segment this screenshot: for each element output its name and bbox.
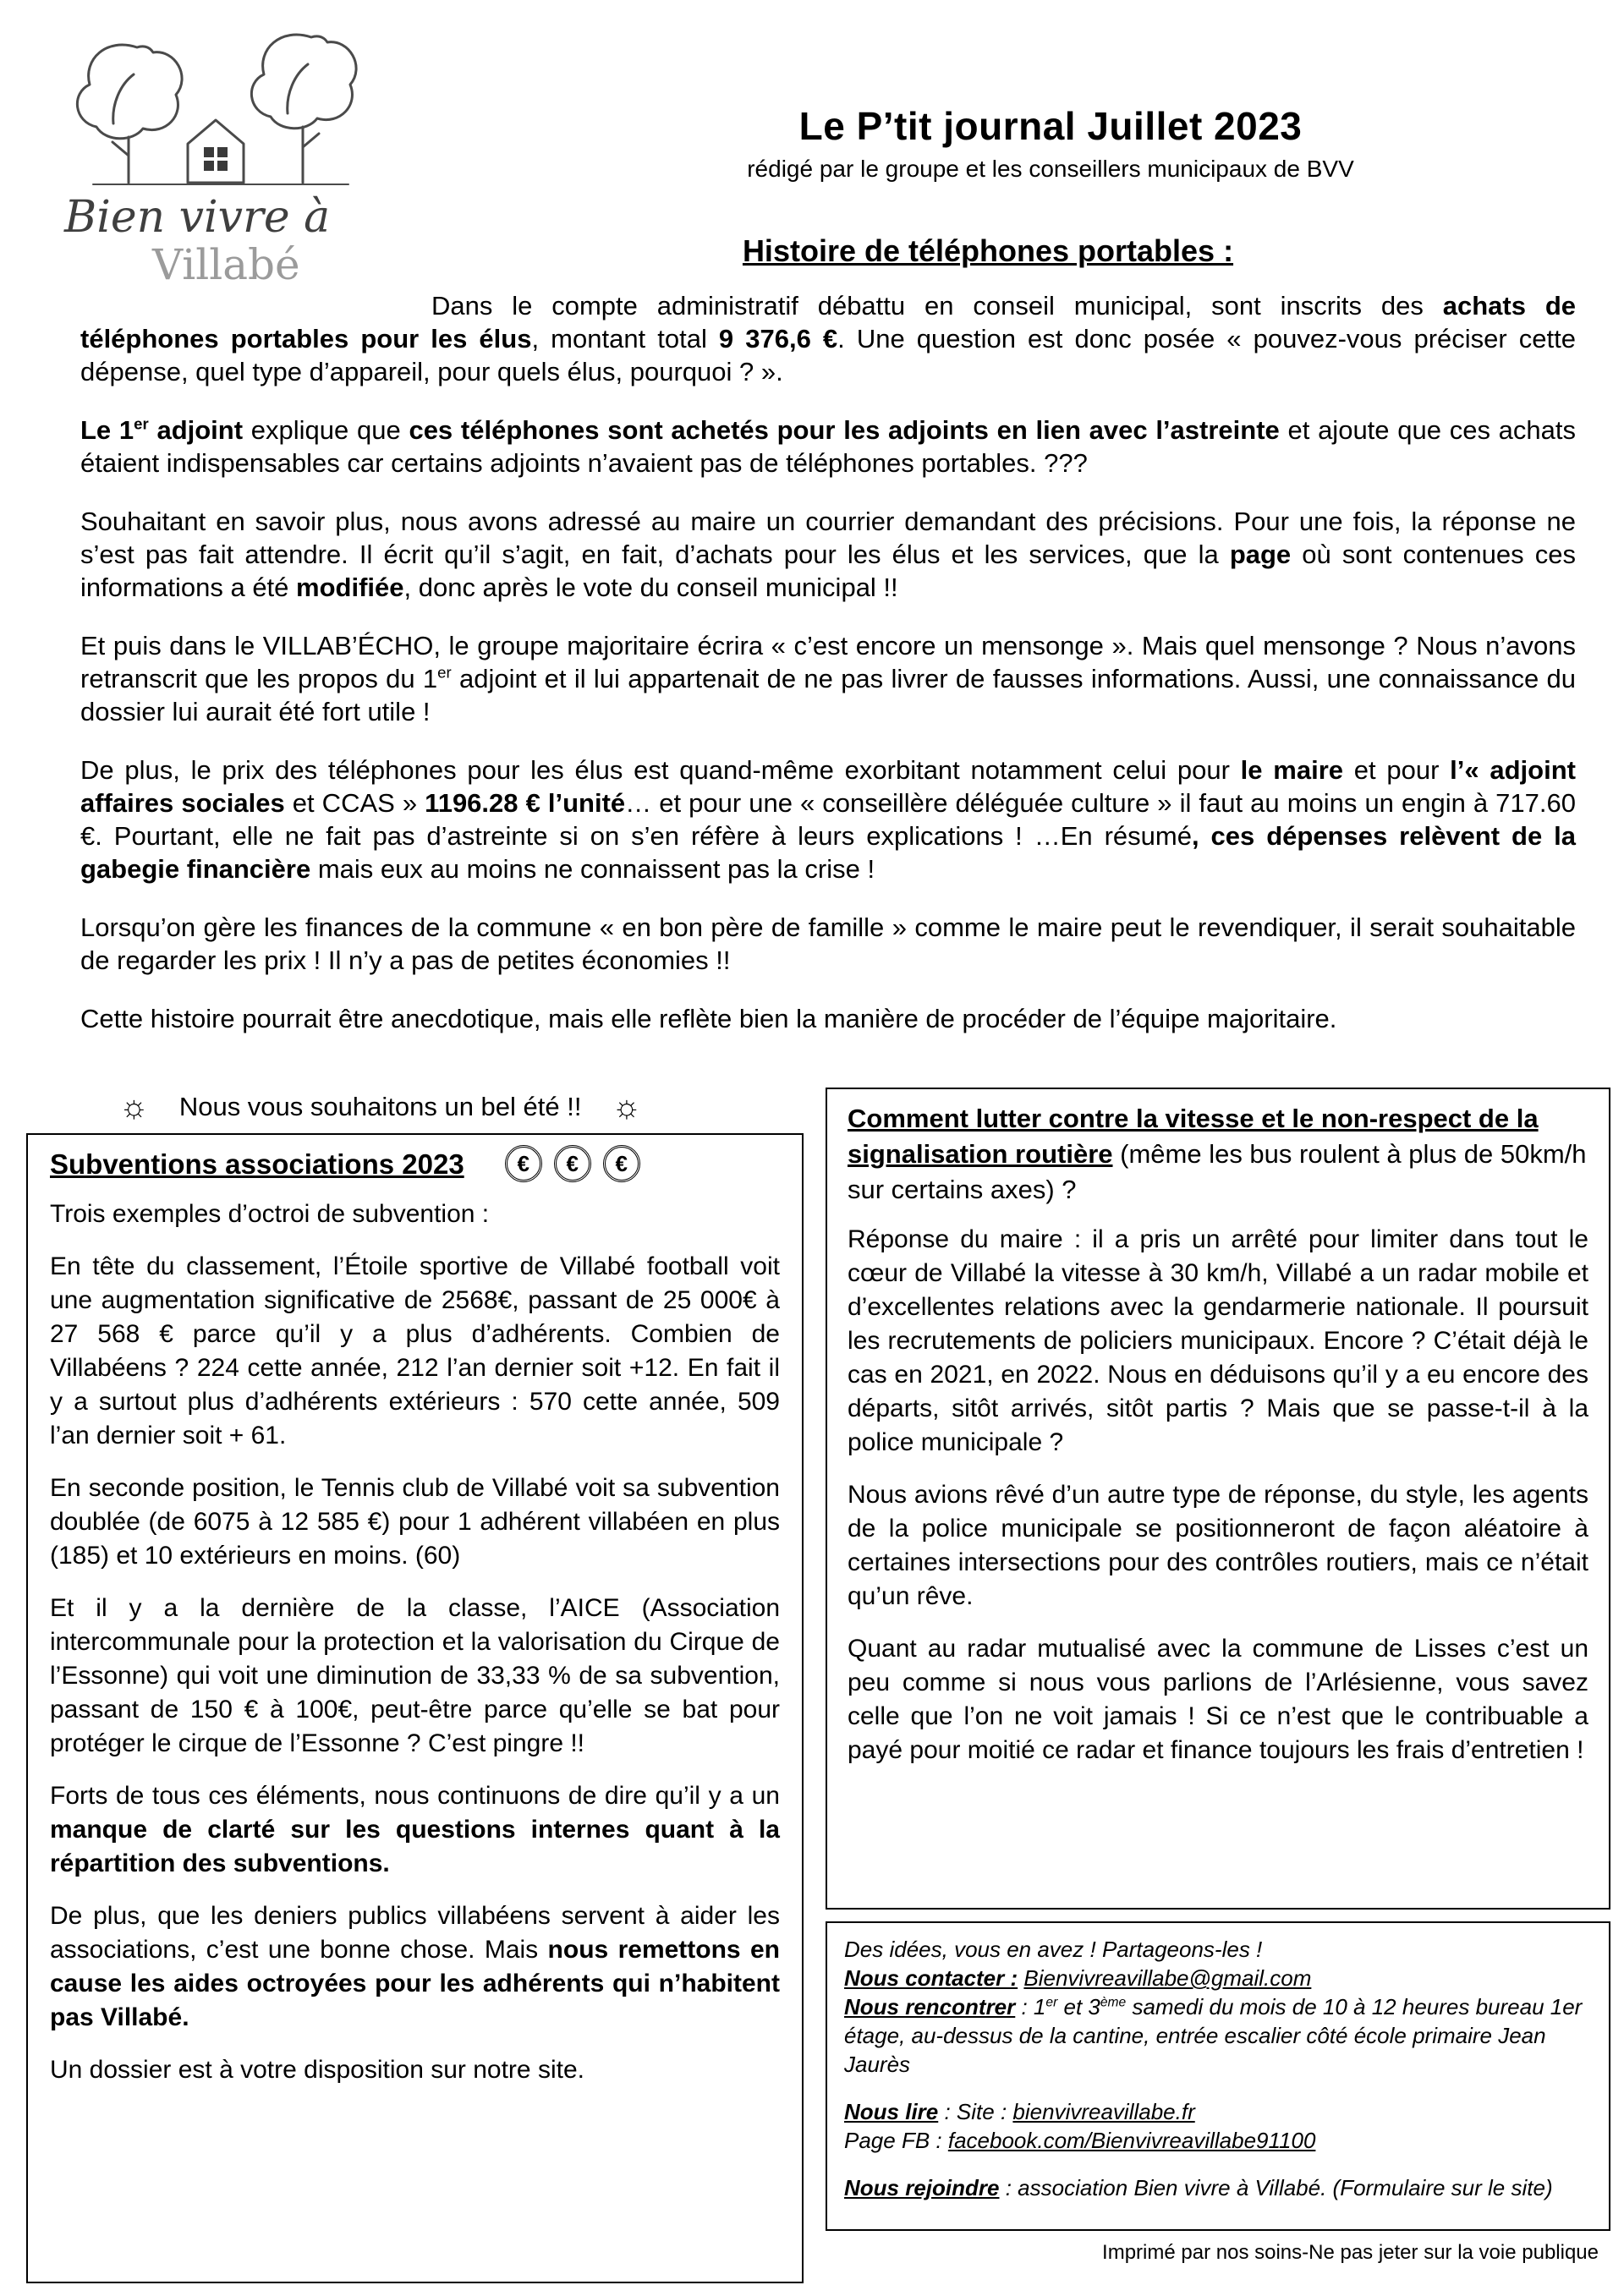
contact-line-email: Nous contacter : Bienvivreavillabe@gmail.com xyxy=(844,1965,1312,1991)
house-window-icon xyxy=(204,147,228,171)
paragraph: De plus, que les deniers publics villabéens servent à aider les associations, c’est une bonne chose. Mais nous remettons en cause les aides octroyées pour les adhérents qui n’habitent pas Villabé. xyxy=(50,1902,780,2031)
paragraph: De plus, le prix des téléphones pour les élus est quand-même exorbitant notamment celui pour le maire et pour l’« adjoint affaires sociales et CCAS » 1196.28 € l’unité… et pour une « conseillère déléguée culture » il faut au moins un engin à 717.60 €. Pourtant, elle ne fait pas d’astreinte si on s’en réfère à leurs explications ! …En résumé, ces dépenses relèvent de la gabegie financière mais eux au moins ne connaissent pas la crise ! xyxy=(80,755,1576,884)
contact-line-join: Nous rejoindre : association Bien vivre à Villabé. (Formulaire sur le site) xyxy=(844,2175,1553,2200)
page-subtitle: rédigé par le groupe et les conseillers municipaux de BVV xyxy=(747,156,1354,182)
paragraph: Réponse du maire : il a pris un arrêté pour limiter dans tout le cœur de Villabé la vitesse à 30 km/h, Villabé a un radar mobile et d’excellentes relations avec la gendarmerie nationale. Il poursuit les recrutements de policiers municipaux. Encore ? C’était déjà le cas en 2021, en 2022. Nous en déduisons qu’il y a eu encore des départs, sitôt arrivés, sitôt partis ? Mais que se passe-t-il à la police municipale ? xyxy=(848,1225,1588,1456)
subventions-heading-row xyxy=(50,1148,780,1182)
summer-wish xyxy=(26,1088,804,1126)
paragraph: Nous avions rêvé d’un autre type de réponse, du style, les agents de la police municipale se positionneront de façon aléatoire à certaines intersections pour des contrôles routiers, mais ce n’était qu’un rêve. xyxy=(848,1481,1588,1610)
summer-wish-text: Nous vous souhaitons un bel été !! xyxy=(178,1092,582,1121)
main-article xyxy=(80,289,1576,1060)
euro-coins xyxy=(505,1145,640,1182)
link[interactable]: bienvivreavillabe.fr xyxy=(1012,2099,1195,2124)
left-column xyxy=(26,1088,804,2283)
paragraph: Forts de tous ces éléments, nous continuons de dire qu’il y a un manque de clarté sur les questions internes quant à la répartition des subventions. xyxy=(50,1782,780,1877)
euro-coin-icon: € xyxy=(554,1145,591,1182)
sun-icon: ☼ xyxy=(119,1089,149,1125)
right-column xyxy=(826,1088,1610,2283)
paragraph: Quant au radar mutualisé avec la commune de Lisses c’est un peu comme si nous vous parlions de l’Arlésienne, vous savez celle que l’on ne voit jamais ! Si ce n’est que le contribuable a payé pour moitié ce radar et finance toujours les frais d’entretien ! xyxy=(848,1635,1588,1764)
contact-line-facebook: Page FB : facebook.com/Bienvivreavillabe91100 xyxy=(844,2128,1316,2153)
link[interactable]: facebook.com/Bienvivreavillabe91100 xyxy=(947,2128,1316,2153)
page-title: Le P’tit journal Juillet 2023 xyxy=(798,104,1303,148)
main-section-heading: Histoire de téléphones portables : xyxy=(742,233,1234,268)
speed-box xyxy=(826,1088,1610,1910)
paragraph: Et il y a la dernière de la classe, l’AICE (Association intercommunale pour la protection et la valorisation du Cirque de l’Essonne) qui voit une diminution de 33,33 % de sa subvention, passant de 150 € à 100€, peut-être parce qu’elle se bat pour protéger le cirque de l’Essonne ? C’est pingre !! xyxy=(50,1594,780,1757)
logo-text-line2: Villabé xyxy=(152,240,300,286)
link[interactable]: Bienvivreavillabe@gmail.com xyxy=(1023,1965,1312,1991)
paragraph: Cette histoire pourrait être anecdotique, mais elle reflète bien la manière de procéder de l’équipe majoritaire. xyxy=(80,1004,1337,1033)
paragraph: Et puis dans le VILLAB’ÉCHO, le groupe majoritaire écrira « c’est encore un mensonge ». Mais quel mensonge ? Nous n’avons retranscrit que les propos du 1er adjoint et il lui appartenait de ne pas livrer de fausses informations. Aussi, une connaissance du dossier lui aurait été fort utile ! xyxy=(80,631,1576,726)
paragraph: Trois exemples d’octroi de subvention : xyxy=(50,1200,490,1228)
paragraph: Souhaitant en savoir plus, nous avons adressé au maire un courrier demandant des précisions. Pour une fois, la réponse ne s’est pas fait attendre. Il écrit qu’il s’agit, en fait, d’achats pour les élus et les services, que la page où sont contenues ces informations a été modifiée, donc après le vote du conseil municipal !! xyxy=(80,507,1576,602)
paragraph: En seconde position, le Tennis club de Villabé voit sa subvention doublée (de 6075 à 12 585 €) pour 1 adhérent villabéen en plus (185) et 10 extérieurs en moins. (60) xyxy=(50,1474,780,1570)
print-note: Imprimé par nos soins-Ne pas jeter sur la voie publique xyxy=(1102,2241,1599,2264)
contact-box xyxy=(826,1921,1610,2231)
columns xyxy=(26,1088,1610,2283)
paragraph: Un dossier est à votre disposition sur notre site. xyxy=(50,2056,584,2084)
paragraph: Dans le compte administratif débattu en conseil municipal, sont inscrits des achats de téléphones portables pour les élus, montant total 9 376,6 €. Une question est donc posée « pouvez-vous préciser cette dépense, quel type d’appareil, pour quels élus, pourquoi ? ». xyxy=(80,291,1577,386)
contact-line-meet: Nous rencontrer : 1er et 3ème samedi du mois de 10 à 12 heures bureau 1er étage, au-dessus de la cantine, entrée escalier côté école primaire Jean Jaurès xyxy=(844,1994,1583,2077)
paragraph: En tête du classement, l’Étoile sportive de Villabé football voit une augmentation significative de 2568€, passant de 25 000€ à 27 568 € parce qu’il y a plus d’adhérents. Combien de Villabéens ? 224 cette année, 212 l’an dernier soit +12. En fait il y a surtout plus d’adhérents extérieurs : 570 cette année, 509 l’an dernier soit + 61. xyxy=(50,1252,780,1449)
paragraph: Le 1er adjoint explique que ces téléphones sont achetés pour les adjoints en lien avec l’astreinte et ajoute que ces achats étaient indispensables car certains adjoints n’avaient pas de téléphones portables. ??? xyxy=(80,414,1577,478)
euro-coin-icon: € xyxy=(505,1145,542,1182)
header xyxy=(475,103,1624,183)
contact-line-site: Nous lire : Site : bienvivreavillabe.fr xyxy=(844,2099,1195,2124)
speed-heading: Comment lutter contre la vitesse et le non-respect de la signalisation routière (même les bus roulent à plus de 50km/h sur certains axes) ? xyxy=(848,1104,1587,1204)
sun-icon: ☼ xyxy=(612,1089,642,1125)
contact-intro: Des idées, vous en avez ! Partageons-les ! xyxy=(844,1937,1263,1962)
paragraph: Lorsqu’on gère les finances de la commune « en bon père de famille » comme le maire peut le revendiquer, il serait souhaitable de regarder les prix ! Il n’y a pas de petites économies !! xyxy=(80,912,1576,975)
subventions-box xyxy=(26,1133,804,2283)
main-section-heading-wrap xyxy=(352,233,1624,269)
logo-text-line1: Bien vivre à xyxy=(64,192,331,243)
tree-house-icon xyxy=(77,35,356,184)
euro-coin-icon: € xyxy=(603,1145,640,1182)
subventions-heading: Subventions associations 2023 xyxy=(50,1148,464,1180)
